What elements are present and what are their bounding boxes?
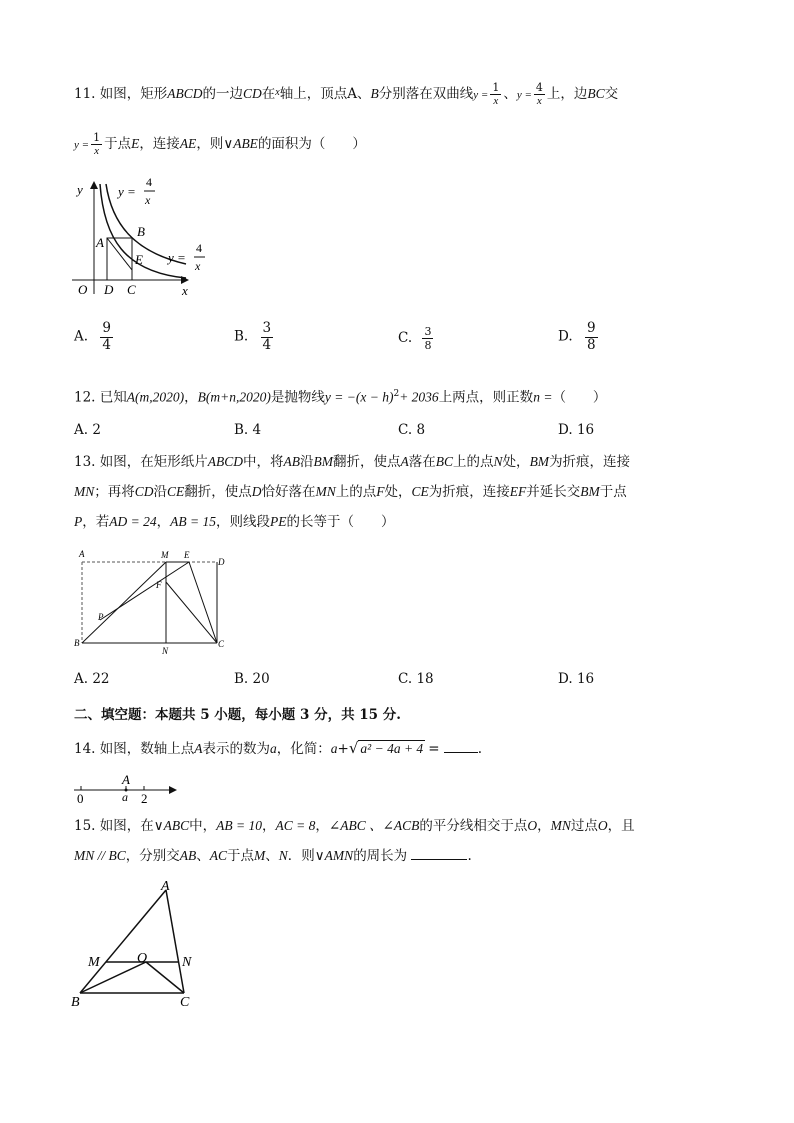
label-f: F [156,580,162,590]
q11-text: 上，边 [546,86,588,102]
label-curve-top: y = [118,184,136,199]
label-a: A [161,879,170,894]
label-p: P [98,612,104,622]
q11-frac-1x: $\frac{1}{x}$ [492,81,500,107]
label-c: C [180,995,190,1010]
q11-text: 的面积为（ ） [257,136,366,152]
label-o: O [137,951,148,966]
q11-yeq: y = [473,89,489,101]
label-curve-right-num: 4 [196,241,202,255]
q11-text: 如图，矩形 [99,86,168,102]
q11-text: ，则 [196,136,224,152]
q12-point-b: B(m+n,2020) [197,389,271,405]
q12-n: n = [533,389,553,405]
label-curve-right: y = [168,250,186,265]
q11-a: A [347,86,357,102]
label-n: N [162,646,169,656]
q14-figure [72,770,184,806]
label-e: E [184,550,190,560]
q11-text: 的一边 [202,86,244,102]
q11-option-d[interactable]: D. $\frac{9}{8}$ [558,320,596,353]
q11-text: ，连接 [139,136,180,152]
label-two: 2 [141,791,148,806]
q11-option-b[interactable]: B. $\frac{3}{4}$ [234,320,272,353]
q15-number: 15. [74,818,96,834]
label-a: A [79,549,85,559]
rect-abcd [107,238,132,280]
q13-figure [72,548,242,656]
q13-line2: MN；再将CD沿CE翻折，使点D恰好落在MN上的点F处，CE为折痕，连接EF并延长交BM于点 [74,484,627,500]
q13-option-c[interactable]: C. 18 [398,671,434,687]
q11-text: 在 [261,86,276,102]
q13-line3: P，若AD = 24，AB = 15，则线段PE的长等于（ ） [74,514,395,530]
segment-ae [107,238,132,270]
q12-parabola: y = −(x − h) [324,389,394,405]
q11-text: 分别落在双曲线 [378,86,474,102]
q11-yeq: y = [516,89,532,101]
q12-line: 12. 已知A(m,2020)，B(m+n,2020)是抛物线$y = -(x - h)^2+ 2036$上两点，则正数n =（ ） [74,389,607,406]
q11-e: E [131,136,140,151]
label-o: O [78,282,88,297]
label-b: B [74,638,80,648]
q15-answer-blank[interactable] [411,847,467,860]
label-a: A [96,235,104,250]
label-e: E [135,252,143,267]
q11-bc: BC [587,86,605,101]
q12-number: 12. [74,389,96,406]
label-m: M [88,955,100,970]
q11-number: 11. [74,86,96,102]
label-b: B [71,995,80,1010]
q12-point-a: A(m,2020) [126,389,185,405]
q13-number: 13. [74,454,96,470]
label-curve-top-den: x [145,193,151,207]
q11-abcd: ABCD [167,86,203,101]
q11-figure [64,168,224,300]
q14-number: 14. [74,741,96,757]
q11-frac-4x: $\frac{4}{x}$ [535,81,543,107]
label-zero: 0 [77,791,84,806]
q11-option-a[interactable]: A. $\frac{9}{4}$ [74,320,111,353]
q11-yeq: y = [74,139,90,151]
q11-text: 于点 [104,136,132,152]
q12-option-d[interactable]: D. 16 [558,422,595,438]
q11-x: x [275,87,280,98]
label-curve-right-den: x [195,259,201,273]
label-x: x [182,283,188,298]
q13-option-d[interactable]: D. 16 [558,671,595,687]
q11-text: 交 [604,86,619,102]
q15-line1: 15. 如图，在∨ABC中，AB = 10，AC = 8，∠ABC 、∠ACB的平分线相交于点O，MN过点O，且 [74,818,635,834]
label-m: M [161,550,169,560]
label-c: C [218,639,225,649]
q11-ae: AE [179,136,197,151]
q13-line1: 13. 如图，在矩形纸片ABCD中，将AB沿BM翻折，使点A落在BC上的点N处，BM为折痕，连接 [74,454,631,470]
section-fill-in-title: 二、填空题：本题共 5 小题，每小题 3 分，共 15 分. [74,707,401,723]
label-d: D [218,557,225,567]
q12-option-b[interactable]: B. 4 [234,422,262,438]
label-curve-top-num: 4 [146,175,152,189]
q14-line: 14. 如图，数轴上点A表示的数为a，化简：a+√ a² − 4a + 4 = . [74,739,483,757]
q11-b: B [370,86,379,101]
label-a-value: a [122,790,128,804]
q12-option-a[interactable]: A. 2 [74,422,101,438]
q15-line2: MN // BC，分别交AB、AC于点M、N．则∨AMN的周长为 . [74,848,472,864]
label-b: B [137,224,145,239]
q11-option-c[interactable]: C. $\frac{3}{8}$ [398,325,432,352]
q11-line1 [74,82,618,107]
q11-line2 [74,132,366,157]
q11-frac-1x-b: $\frac{1}{x}$ [93,131,101,157]
q14-radicand: a² − 4a + 4 [360,741,424,756]
q12-option-c[interactable]: C. 8 [398,422,426,438]
q11-cd: CD [243,86,262,101]
label-d: D [104,282,114,297]
q13-option-a[interactable]: A. 22 [74,671,110,687]
q11-sep: 、 [503,86,517,102]
label-n: N [182,955,192,970]
q15-figure [68,878,208,1010]
label-c: C [127,282,136,297]
q11-sep: 、 [357,86,371,102]
q14-answer-blank[interactable] [444,740,478,753]
q11-text: 轴上，顶点 [279,86,348,102]
label-y: y [77,182,83,197]
q11-tri: ∨ABE [223,136,258,151]
q13-option-b[interactable]: B. 20 [234,671,270,687]
label-point-a: A [122,772,130,787]
